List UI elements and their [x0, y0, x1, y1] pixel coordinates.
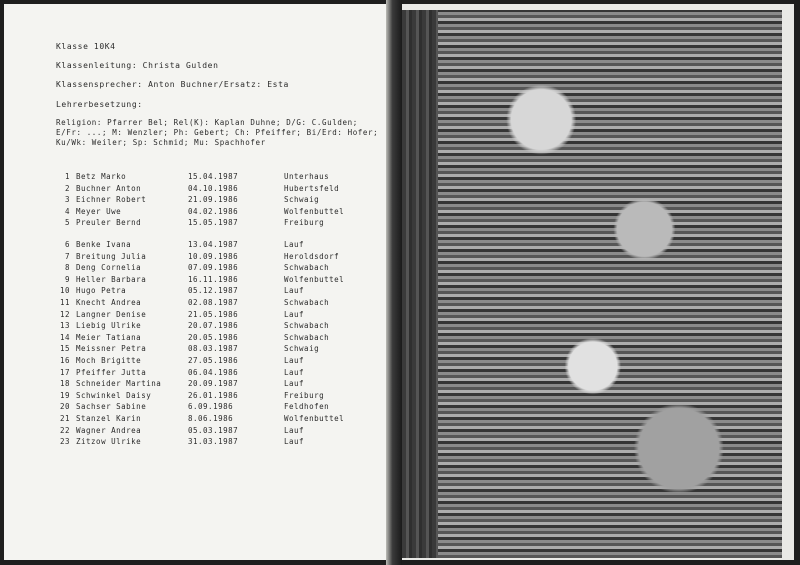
- table-row: [56, 298, 376, 309]
- student-name: Meissner Petra: [76, 344, 147, 354]
- birth-date: 08.03.1987: [188, 344, 239, 354]
- birth-place: Hubertsfeld: [284, 183, 340, 193]
- student-number: 20: [59, 402, 70, 412]
- student-number: 18: [59, 379, 70, 389]
- birth-place: Heroldsdorf: [284, 251, 340, 261]
- student-number: 4: [64, 206, 70, 216]
- student-number: 17: [59, 367, 70, 377]
- birth-place: Wolfenbuttel: [284, 274, 345, 284]
- student-number: 10: [59, 286, 70, 296]
- birth-place: Lauf: [284, 356, 305, 365]
- student-number: 9: [64, 274, 70, 284]
- student-name: Liebig Ulrike: [76, 321, 142, 331]
- table-row: [56, 172, 376, 183]
- table-row: [56, 414, 376, 425]
- table-row: [56, 356, 376, 367]
- table-row: [56, 184, 376, 195]
- student-name: Knecht Andrea: [76, 298, 142, 307]
- class-representatives: Klassensprecher: Anton Buchner/Ersatz: Esta: [56, 80, 289, 89]
- student-number: 7: [64, 251, 70, 261]
- birth-date: 6.09.1986: [188, 402, 234, 412]
- student-name: Betz Marko: [76, 172, 127, 181]
- class-title: Klasse 10K4: [56, 42, 116, 51]
- birth-place: Lauf: [284, 425, 305, 435]
- birth-place: Lauf: [284, 437, 305, 447]
- birth-place: Schwaig: [284, 344, 320, 354]
- birth-place: Unterhaus: [284, 172, 330, 181]
- birth-date: 06.04.1986: [188, 367, 239, 377]
- student-name: Eichner Robert: [76, 195, 147, 205]
- student-number: 13: [59, 321, 70, 331]
- student-name: Stanzel Karin: [76, 414, 142, 423]
- table-row: [56, 402, 376, 413]
- birth-date: 8.06.1986: [188, 414, 234, 423]
- student-number: 15: [59, 344, 70, 354]
- birth-place: Lauf: [284, 379, 305, 389]
- left-page: [4, 4, 386, 560]
- birth-date: 31.03.1987: [188, 437, 239, 447]
- birth-place: Wolfenbuttel: [284, 206, 345, 216]
- class-teacher: Klassenleitung: Christa Gulden: [56, 61, 219, 70]
- student-number: 2: [64, 183, 70, 193]
- table-row: [56, 207, 376, 218]
- table-row: [56, 310, 376, 321]
- birth-date: 07.09.1986: [188, 263, 239, 273]
- table-row: [56, 321, 376, 332]
- table-row: [56, 426, 376, 437]
- student-name: Schwinkel Daisy: [76, 390, 152, 400]
- student-name: Wagner Andrea: [76, 425, 142, 435]
- student-number: 19: [59, 390, 70, 400]
- student-name: Heller Barbara: [76, 274, 147, 284]
- birth-date: 04.10.1986: [188, 183, 239, 193]
- student-number: 8: [64, 263, 70, 273]
- student-number: 1: [64, 172, 70, 181]
- table-row: [56, 437, 376, 448]
- table-row: [56, 344, 376, 355]
- student-name: Deng Cornelia: [76, 263, 142, 273]
- class-group-photo: [438, 10, 782, 558]
- table-row: [56, 263, 376, 274]
- table-row: [56, 240, 376, 251]
- birth-date: 26.01.1986: [188, 390, 239, 400]
- student-name: Benke Ivana: [76, 240, 132, 249]
- birth-date: 21.05.1986: [188, 309, 239, 319]
- table-row: [56, 275, 376, 286]
- photo-edge: [402, 10, 438, 558]
- birth-place: Freiburg: [284, 390, 325, 400]
- student-number: 11: [59, 298, 70, 307]
- birth-date: 21.09.1986: [188, 195, 239, 205]
- birth-place: Schwabach: [284, 332, 330, 342]
- student-number: 23: [59, 437, 70, 447]
- birth-place: Lauf: [284, 286, 305, 296]
- birth-date: 20.05.1986: [188, 332, 239, 342]
- table-row: [56, 218, 376, 229]
- table-row: [56, 379, 376, 390]
- teaching-staff-heading: Lehrerbesetzung:: [56, 100, 143, 109]
- teaching-staff-list: Religion: Pfarrer Bel; Rel(K): Kaplan Duhne; D/G: C.Gulden; E/Fr: ...; M: Wenzler; Ph: Gebert; Ch: Pfeiffer; Bi/Erd: Hofer; Ku/Wk: Weiler; Sp: Schmid; Mu: Spachhofer: [56, 118, 379, 147]
- birth-date: 15.04.1987: [188, 172, 239, 181]
- student-number: 3: [64, 195, 70, 205]
- birth-place: Schwabach: [284, 263, 330, 273]
- student-number: 6: [64, 240, 70, 249]
- birth-date: 05.12.1987: [188, 286, 239, 296]
- birth-date: 13.04.1987: [188, 240, 239, 249]
- birth-place: Feldhofen: [284, 402, 330, 412]
- table-row: [56, 333, 376, 344]
- student-name: Pfeiffer Jutta: [76, 367, 147, 377]
- table-row: [56, 391, 376, 402]
- student-name: Schneider Martina: [76, 379, 162, 389]
- birth-date: 16.11.1986: [188, 274, 239, 284]
- student-number: 16: [59, 356, 70, 365]
- student-name: Sachser Sabine: [76, 402, 147, 412]
- student-name: Meyer Uwe: [76, 206, 122, 216]
- student-name: Buchner Anton: [76, 183, 142, 193]
- student-name: Zitzow Ulrike: [76, 437, 142, 447]
- birth-place: Schwabach: [284, 321, 330, 331]
- student-name: Moch Brigitte: [76, 356, 142, 365]
- student-number: 21: [59, 414, 70, 423]
- book-gutter: [386, 0, 402, 565]
- birth-place: Lauf: [284, 309, 305, 319]
- table-row: [56, 252, 376, 263]
- birth-place: Schwaig: [284, 195, 320, 205]
- student-name: Breitung Julia: [76, 251, 147, 261]
- student-name: Langner Denise: [76, 309, 147, 319]
- birth-place: Lauf: [284, 367, 305, 377]
- student-name: Hugo Petra: [76, 286, 127, 296]
- birth-date: 05.03.1987: [188, 425, 239, 435]
- student-number: 5: [64, 218, 70, 228]
- student-number: 22: [59, 425, 70, 435]
- birth-place: Wolfenbuttel: [284, 414, 345, 423]
- birth-date: 10.09.1986: [188, 251, 239, 261]
- table-row: [56, 286, 376, 297]
- right-page: [402, 4, 794, 560]
- student-number: 14: [59, 332, 70, 342]
- birth-date: 04.02.1986: [188, 206, 239, 216]
- birth-date: 27.05.1986: [188, 356, 239, 365]
- student-name: Preuler Bernd: [76, 218, 142, 228]
- student-number: 12: [59, 309, 70, 319]
- student-name: Meier Tatiana: [76, 332, 142, 342]
- birth-place: Freiburg: [284, 218, 325, 228]
- birth-place: Schwabach: [284, 298, 330, 307]
- birth-date: 02.08.1987: [188, 298, 239, 307]
- birth-place: Lauf: [284, 240, 305, 249]
- birth-date: 15.05.1987: [188, 218, 239, 228]
- birth-date: 20.07.1986: [188, 321, 239, 331]
- birth-date: 20.09.1987: [188, 379, 239, 389]
- table-row: [56, 195, 376, 206]
- table-row: [56, 368, 376, 379]
